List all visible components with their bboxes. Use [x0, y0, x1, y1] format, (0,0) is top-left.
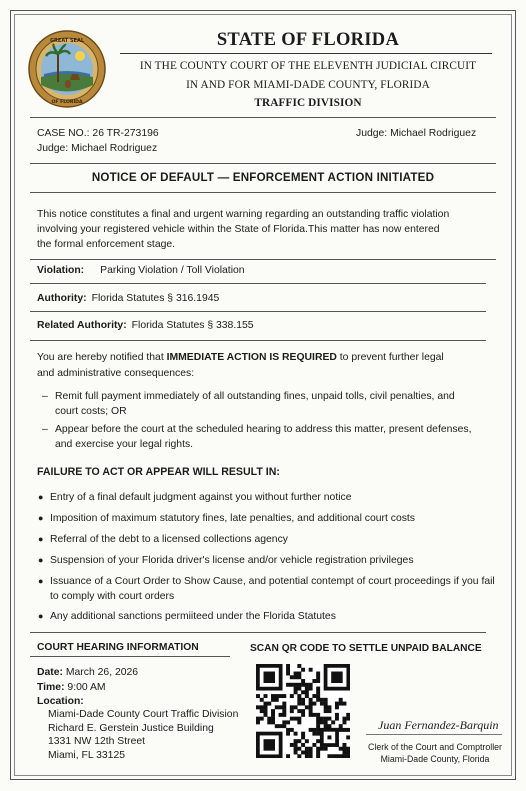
- related-authority-value: Florida Statutes § 338.155: [131, 320, 254, 331]
- authority-label: Authority:: [37, 293, 87, 304]
- violation-row: [37, 263, 245, 278]
- list-item: – Appear before the court at the scheduled hearing to address this matter, present defenses, and exercise your legal rights.: [42, 424, 472, 450]
- time-value: 9:00 AM: [67, 682, 106, 693]
- intro-line: involving your registered vehicle within the State of Florida.This matter has now entered: [37, 224, 440, 235]
- clerk-signature: Juan Fernandez-Barquin: [378, 718, 499, 732]
- location-address: Miami-Dade County Court Traffic Division Richard E. Gerstein Justice Building 1331 NW 12th Street Miami, FL 33125: [48, 709, 239, 761]
- failure-heading: FAILURE TO ACT OR APPEAR WILL RESULT IN:: [37, 466, 280, 478]
- divider: [30, 192, 496, 193]
- divider: [30, 340, 486, 341]
- divider: [30, 311, 486, 312]
- consequences-list: [37, 490, 499, 624]
- divider: [30, 259, 496, 260]
- list-item: ● Entry of a final default judgment against you without further notice: [38, 492, 352, 503]
- related-authority-label: Related Authority:: [37, 320, 127, 331]
- divider: [30, 632, 486, 633]
- hearing-time: [37, 680, 106, 695]
- date-label: Date:: [37, 667, 63, 678]
- location-label: Location:: [37, 696, 84, 707]
- intro-line: the formal enforcement stage.: [37, 239, 176, 250]
- action-text: to prevent further legal: [336, 352, 444, 363]
- action-emphasis: IMMEDIATE ACTION IS REQUIRED: [166, 352, 337, 363]
- divider: [30, 163, 496, 164]
- list-item: ● Suspension of your Florida driver's license and/or vehicle registration privileges: [38, 555, 414, 566]
- clerk-title: Clerk of the Court and Comptroller Miami-Dade County, Florida: [368, 742, 502, 764]
- signature-line: [366, 734, 502, 735]
- divider: [30, 283, 486, 284]
- judge-right: Judge: Michael Rodriguez: [356, 128, 477, 139]
- time-label: Time:: [37, 682, 65, 693]
- list-item: ● Referral of the debt to a licensed collections agency: [38, 534, 288, 545]
- qr-caption: SCAN QR CODE TO SETTLE UNPAID BALANCE: [250, 643, 482, 654]
- list-item: – Remit full payment immediately of all outstanding fines, unpaid tolls, civil penalties, and court costs; OR: [42, 391, 455, 417]
- violation-label: Violation:: [37, 265, 85, 276]
- action-text: You are hereby notified that: [37, 352, 167, 363]
- hearing-heading: COURT HEARING INFORMATION: [37, 642, 199, 653]
- divider: [30, 656, 230, 657]
- list-item: ● Any additional sanctions permiiteed under the Florida Statutes: [38, 611, 336, 622]
- action-paragraph: [37, 350, 497, 382]
- hearing-date: [37, 665, 138, 680]
- case-number: CASE NO.: 26 TR-273196: [37, 128, 159, 139]
- judge-left: Judge: Michael Rodriguez: [37, 143, 158, 154]
- header-divider: [120, 53, 492, 54]
- action-text: and administrative consequences:: [37, 368, 195, 379]
- intro-paragraph: [37, 207, 497, 252]
- violation-value: Parking Violation / Toll Violation: [100, 265, 245, 276]
- svg-text:OF FLORIDA: OF FLORIDA: [51, 100, 83, 105]
- related-authority-row: [37, 318, 254, 333]
- svg-text:GREAT SEAL: GREAT SEAL: [49, 38, 85, 44]
- qr-code-icon[interactable]: [256, 664, 350, 758]
- notice-title: NOTICE OF DEFAULT — ENFORCEMENT ACTION INITIATED: [91, 171, 435, 184]
- action-options-list: [40, 389, 500, 455]
- court-line-2: IN AND FOR MIAMI-DADE COUNTY, FLORIDA: [186, 79, 430, 91]
- authority-row: [37, 291, 219, 306]
- list-item: ● Imposition of maximum statutory fines, late penalties, and additional court costs: [38, 513, 416, 524]
- divider: [30, 117, 496, 118]
- division-title: TRAFFIC DIVISION: [254, 97, 362, 109]
- date-value: March 26, 2026: [65, 667, 139, 678]
- court-line-1: IN THE COUNTY COURT OF THE ELEVENTH JUDICIAL CIRCUIT: [139, 60, 477, 72]
- florida-state-seal-icon: [28, 30, 106, 108]
- intro-line: This notice constitutes a final and urgent warning regarding an outstanding traffic violation: [37, 209, 450, 220]
- state-title: STATE OF FLORIDA: [216, 30, 400, 50]
- authority-value: Florida Statutes § 316.1945: [91, 293, 220, 304]
- list-item: ● Issuance of a Court Order to Show Cause, and potential contempt of court proceedings if you fail to comply with court orders: [38, 576, 495, 602]
